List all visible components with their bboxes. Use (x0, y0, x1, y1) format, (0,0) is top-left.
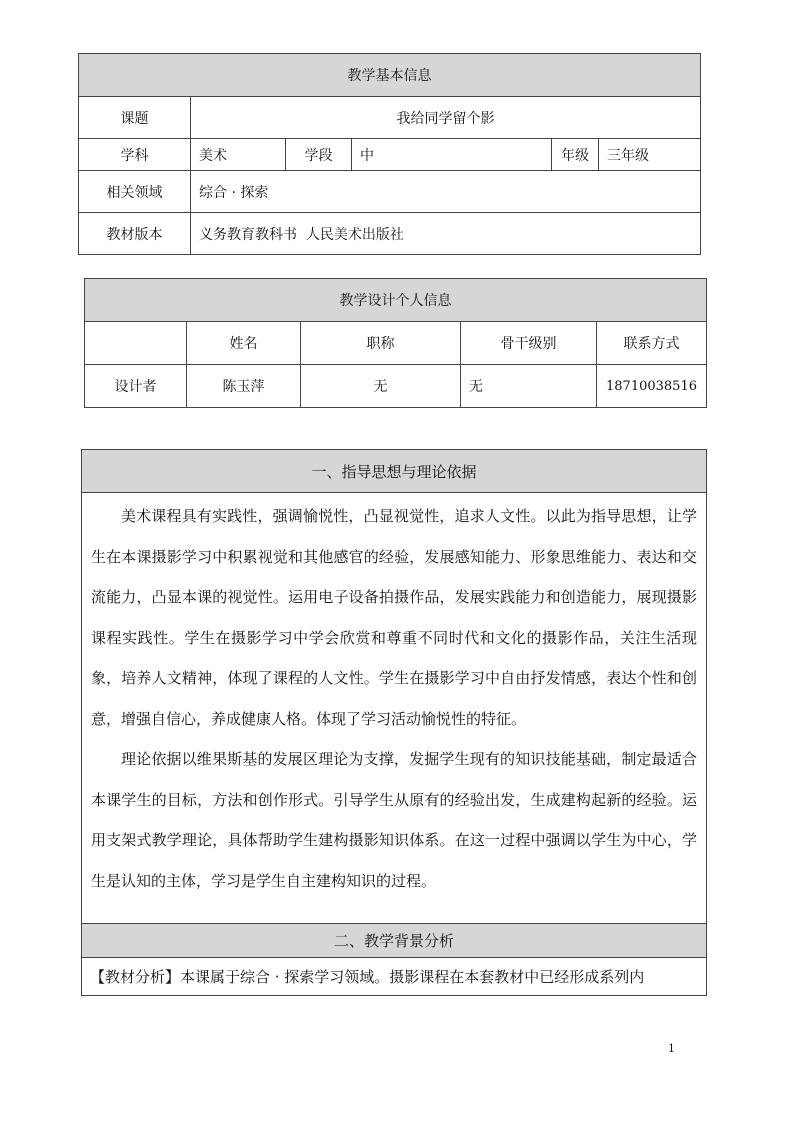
subject-label: 学科 (79, 139, 191, 171)
designer-info-table (84, 278, 707, 408)
edition-value: 义务教育教科书 人民美术出版社 (191, 213, 701, 255)
designer-level: 无 (461, 365, 597, 408)
textbook-analysis-text: 【教材分析】本课属于综合 · 探索学习领域。摄影课程在本套教材中已经形成系列内 (82, 958, 707, 996)
header-contact: 联系方式 (597, 322, 707, 365)
basic-info-table (78, 53, 701, 255)
designer-name: 陈玉萍 (187, 365, 301, 408)
designer-info-title: 教学设计个人信息 (85, 279, 707, 322)
guide-paragraph-1: 美术课程具有实践性，强调愉悦性，凸显视觉性，追求人文性。以此为指导思想，让学生在本课摄影学习中积累视觉和其他感官的经验，发展感知能力、形象思维能力、表达和交流能力，凸显本课的视觉性。运用电子设备拍摄作品，发展实践能力和创造能力，展现摄影课程实践性。学生在摄影学习中学会欣赏和尊重不同时代和文化的摄影作品，关注生活现象，培养人文精神，体现了课程的人文性。学生在摄影学习中自由抒发情感，表达个性和创意，增强自信心，养成健康人格。体现了学习活动愉悦性的特征。 (91, 507, 697, 728)
stage-value: 中 (352, 139, 552, 171)
designer-title: 无 (301, 365, 461, 408)
grade-label: 年级 (552, 139, 599, 171)
header-level: 骨干级别 (461, 322, 597, 365)
topic-value: 我给同学留个影 (191, 97, 701, 139)
blank-header-cell (85, 322, 187, 365)
edition-label: 教材版本 (79, 213, 191, 255)
header-title: 职称 (301, 322, 461, 365)
page-number: 1 (668, 1042, 675, 1055)
content-table (81, 449, 707, 996)
domain-label: 相关领域 (79, 171, 191, 213)
basic-info-title: 教学基本信息 (79, 54, 701, 97)
designer-row-label: 设计者 (85, 365, 187, 408)
topic-label: 课题 (79, 97, 191, 139)
subject-value: 美术 (191, 139, 286, 171)
background-section-title: 二、教学背景分析 (82, 924, 707, 958)
designer-contact: 18710038516 (597, 365, 707, 408)
guide-paragraph-2: 理论依据以维果斯基的发展区理论为支撑，发掘学生现有的知识技能基础，制定最适合本课学生的目标，方法和创作形式。引导学生从原有的经验出发，生成建构起新的经验。运用支架式教学理论，具体帮助学生建构摄影知识体系。在这一过程中强调以学生为中心，学生是认知的主体，学习是学生自主建构知识的过程。 (91, 750, 697, 890)
guide-section-title: 一、指导思想与理论依据 (82, 450, 707, 493)
grade-value: 三年级 (599, 139, 701, 171)
stage-label: 学段 (286, 139, 352, 171)
domain-value: 综合 · 探索 (191, 171, 701, 213)
header-name: 姓名 (187, 322, 301, 365)
